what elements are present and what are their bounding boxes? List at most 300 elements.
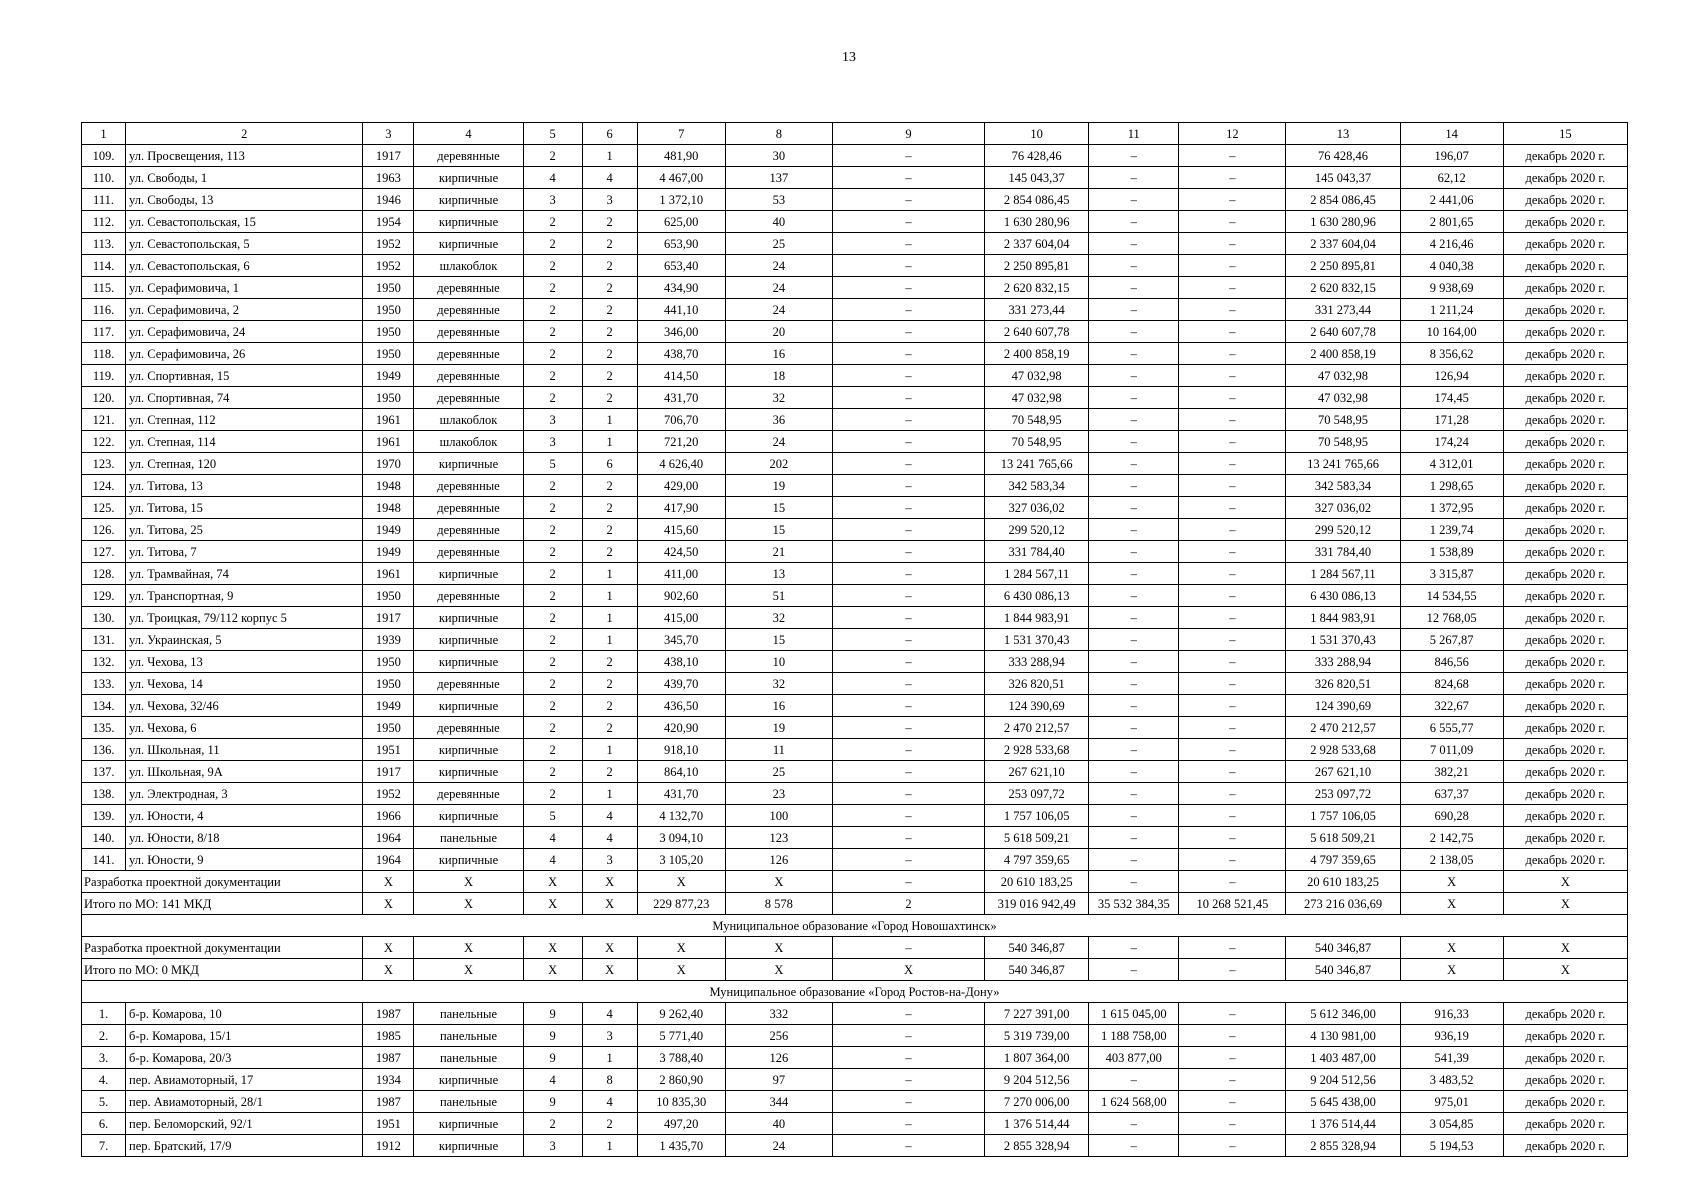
- table-cell: 1917: [363, 145, 414, 167]
- table-cell: 415,00: [637, 607, 725, 629]
- address-cell: ул. Транспортная, 9: [126, 585, 363, 607]
- table-cell: 97: [725, 1069, 832, 1091]
- table-row: [82, 321, 1628, 343]
- table-cell: –: [1089, 145, 1179, 167]
- table-cell: деревянные: [414, 277, 523, 299]
- table-cell: 1 188 758,00: [1089, 1025, 1179, 1047]
- table-cell: 174,45: [1400, 387, 1503, 409]
- table-cell: 2: [582, 233, 637, 255]
- table-cell: 15: [725, 629, 832, 651]
- table-cell: 2 400 858,19: [985, 343, 1089, 365]
- table-cell: 126: [725, 849, 832, 871]
- table-cell: –: [1089, 695, 1179, 717]
- table-row: [82, 563, 1628, 585]
- table-cell: деревянные: [414, 475, 523, 497]
- table-cell: 2 250 895,81: [1286, 255, 1400, 277]
- table-cell: 70 548,95: [1286, 409, 1400, 431]
- table-cell: 342 583,34: [985, 475, 1089, 497]
- table-cell: –: [1179, 805, 1286, 827]
- table-cell: 4 040,38: [1400, 255, 1503, 277]
- table-cell: X: [637, 937, 725, 959]
- table-cell: 2: [582, 387, 637, 409]
- table-cell: –: [1179, 255, 1286, 277]
- table-cell: X: [582, 871, 637, 893]
- table-cell: 15: [725, 497, 832, 519]
- table-cell: –: [832, 497, 984, 519]
- table-cell: –: [1179, 475, 1286, 497]
- table-cell: –: [1179, 277, 1286, 299]
- table-cell: 5 618 509,21: [985, 827, 1089, 849]
- table-cell: 253 097,72: [1286, 783, 1400, 805]
- table-cell: декабрь 2020 г.: [1503, 541, 1627, 563]
- address-cell: ул. Школьная, 11: [126, 739, 363, 761]
- table-row: [82, 1091, 1628, 1113]
- table-cell: 1950: [363, 299, 414, 321]
- table-cell: 1 435,70: [637, 1135, 725, 1157]
- address-cell: пер. Беломорский, 92/1: [126, 1113, 363, 1135]
- table-cell: 121.: [82, 409, 126, 431]
- table-cell: 145 043,37: [985, 167, 1089, 189]
- table-cell: 110.: [82, 167, 126, 189]
- table-cell: 1946: [363, 189, 414, 211]
- address-cell: ул. Просвещения, 113: [126, 145, 363, 167]
- table-cell: декабрь 2020 г.: [1503, 585, 1627, 607]
- table-cell: –: [832, 1113, 984, 1135]
- address-cell: ул. Свободы, 13: [126, 189, 363, 211]
- table-cell: шлакоблок: [414, 431, 523, 453]
- table-cell: 70 548,95: [985, 431, 1089, 453]
- table-cell: –: [1179, 299, 1286, 321]
- table-cell: X: [582, 893, 637, 915]
- address-cell: ул. Чехова, 32/46: [126, 695, 363, 717]
- table-cell: 1954: [363, 211, 414, 233]
- table-cell: 2: [582, 1113, 637, 1135]
- table-cell: X: [832, 959, 984, 981]
- table-cell: 344: [725, 1091, 832, 1113]
- table-row: [82, 1113, 1628, 1135]
- table-cell: –: [1179, 1091, 1286, 1113]
- table-cell: декабрь 2020 г.: [1503, 519, 1627, 541]
- table-cell: 2 620 832,15: [1286, 277, 1400, 299]
- table-cell: 4: [582, 1091, 637, 1113]
- table-cell: 438,70: [637, 343, 725, 365]
- table-cell: кирпичные: [414, 211, 523, 233]
- table-cell: кирпичные: [414, 453, 523, 475]
- table-cell: 32: [725, 387, 832, 409]
- table-cell: 2 470 212,57: [985, 717, 1089, 739]
- table-cell: X: [363, 959, 414, 981]
- table-cell: 76 428,46: [1286, 145, 1400, 167]
- table-cell: 134.: [82, 695, 126, 717]
- table-cell: 117.: [82, 321, 126, 343]
- table-cell: 4 797 359,65: [985, 849, 1089, 871]
- table-cell: 1985: [363, 1025, 414, 1047]
- table-row: [82, 409, 1628, 431]
- table-cell: декабрь 2020 г.: [1503, 321, 1627, 343]
- table-cell: 540 346,87: [1286, 959, 1400, 981]
- table-cell: X: [582, 959, 637, 981]
- summary-label: Итого по МО: 141 МКД: [82, 893, 363, 915]
- table-cell: 36: [725, 409, 832, 431]
- address-cell: ул. Титова, 13: [126, 475, 363, 497]
- table-cell: 441,10: [637, 299, 725, 321]
- table-cell: 1950: [363, 343, 414, 365]
- address-cell: б-р. Комарова, 15/1: [126, 1025, 363, 1047]
- table-cell: 690,28: [1400, 805, 1503, 827]
- table-cell: декабрь 2020 г.: [1503, 409, 1627, 431]
- table-cell: –: [1179, 145, 1286, 167]
- table-cell: шлакоблок: [414, 255, 523, 277]
- table-cell: 109.: [82, 145, 126, 167]
- address-cell: пер. Авиамоторный, 28/1: [126, 1091, 363, 1113]
- table-cell: 5 194,53: [1400, 1135, 1503, 1157]
- table-cell: 653,40: [637, 255, 725, 277]
- table-cell: 4 467,00: [637, 167, 725, 189]
- address-cell: ул. Серафимовича, 2: [126, 299, 363, 321]
- table-cell: –: [832, 717, 984, 739]
- table-cell: 120.: [82, 387, 126, 409]
- table-cell: 6 555,77: [1400, 717, 1503, 739]
- table-cell: 918,10: [637, 739, 725, 761]
- table-cell: 1 376 514,44: [985, 1113, 1089, 1135]
- table-cell: 4: [582, 167, 637, 189]
- table-row: [82, 233, 1628, 255]
- column-number-1: 1: [82, 123, 126, 145]
- table-cell: 1 298,65: [1400, 475, 1503, 497]
- table-header-row: [82, 123, 1628, 145]
- table-cell: X: [1503, 959, 1627, 981]
- table-cell: X: [1400, 959, 1503, 981]
- table-cell: декабрь 2020 г.: [1503, 849, 1627, 871]
- table-cell: панельные: [414, 1025, 523, 1047]
- table-cell: 1950: [363, 277, 414, 299]
- table-cell: 2: [582, 321, 637, 343]
- table-cell: 1949: [363, 519, 414, 541]
- address-cell: ул. Юности, 4: [126, 805, 363, 827]
- table-cell: –: [1179, 937, 1286, 959]
- table-cell: 14 534,55: [1400, 585, 1503, 607]
- table-cell: 322,67: [1400, 695, 1503, 717]
- table-cell: –: [832, 1091, 984, 1113]
- table-row: [82, 629, 1628, 651]
- column-number-10: 10: [985, 123, 1089, 145]
- table-cell: кирпичные: [414, 849, 523, 871]
- table-cell: декабрь 2020 г.: [1503, 343, 1627, 365]
- table-cell: 7 011,09: [1400, 739, 1503, 761]
- table-cell: 2 337 604,04: [985, 233, 1089, 255]
- table-cell: 70 548,95: [985, 409, 1089, 431]
- table-cell: 2 640 607,78: [1286, 321, 1400, 343]
- table-cell: 2: [523, 233, 582, 255]
- table-cell: X: [523, 893, 582, 915]
- table-cell: 3 105,20: [637, 849, 725, 871]
- table-cell: –: [832, 167, 984, 189]
- table-cell: 116.: [82, 299, 126, 321]
- address-cell: ул. Севастопольская, 6: [126, 255, 363, 277]
- table-cell: декабрь 2020 г.: [1503, 145, 1627, 167]
- column-number-15: 15: [1503, 123, 1627, 145]
- table-cell: –: [832, 519, 984, 541]
- table-cell: 1952: [363, 255, 414, 277]
- table-cell: декабрь 2020 г.: [1503, 1069, 1627, 1091]
- column-number-7: 7: [637, 123, 725, 145]
- table-cell: 1: [582, 145, 637, 167]
- table-cell: кирпичные: [414, 233, 523, 255]
- table-cell: –: [832, 761, 984, 783]
- table-cell: 5.: [82, 1091, 126, 1113]
- table-cell: –: [832, 541, 984, 563]
- table-row: [82, 497, 1628, 519]
- table-cell: декабрь 2020 г.: [1503, 651, 1627, 673]
- table-cell: 540 346,87: [985, 959, 1089, 981]
- table-cell: –: [1089, 937, 1179, 959]
- table-cell: 3: [523, 189, 582, 211]
- table-cell: 438,10: [637, 651, 725, 673]
- table-cell: декабрь 2020 г.: [1503, 211, 1627, 233]
- table-cell: 2: [523, 695, 582, 717]
- table-cell: 2: [582, 695, 637, 717]
- table-cell: 51: [725, 585, 832, 607]
- table-cell: 4 626,40: [637, 453, 725, 475]
- section-title-row: [82, 981, 1628, 1003]
- table-cell: 145 043,37: [1286, 167, 1400, 189]
- table-cell: 2: [523, 585, 582, 607]
- table-cell: 2: [582, 365, 637, 387]
- table-cell: 10 268 521,45: [1179, 893, 1286, 915]
- table-cell: X: [523, 937, 582, 959]
- table-cell: 3: [582, 1025, 637, 1047]
- table-cell: деревянные: [414, 585, 523, 607]
- table-cell: деревянные: [414, 519, 523, 541]
- table-cell: 2: [523, 497, 582, 519]
- table-cell: –: [1179, 739, 1286, 761]
- table-cell: 1939: [363, 629, 414, 651]
- column-number-13: 13: [1286, 123, 1400, 145]
- table-cell: 540 346,87: [985, 937, 1089, 959]
- table-cell: 916,33: [1400, 1003, 1503, 1025]
- table-cell: 16: [725, 695, 832, 717]
- table-cell: 1: [582, 431, 637, 453]
- table-cell: 123.: [82, 453, 126, 475]
- table-cell: 403 877,00: [1089, 1047, 1179, 1069]
- table-cell: 12 768,05: [1400, 607, 1503, 629]
- table-cell: 2 854 086,45: [1286, 189, 1400, 211]
- table-cell: –: [832, 255, 984, 277]
- table-cell: 1: [582, 585, 637, 607]
- table-cell: 1950: [363, 321, 414, 343]
- table-cell: 3 788,40: [637, 1047, 725, 1069]
- summary-row: [82, 959, 1628, 981]
- table-cell: –: [1179, 453, 1286, 475]
- table-cell: 1934: [363, 1069, 414, 1091]
- table-cell: –: [832, 321, 984, 343]
- table-cell: X: [414, 959, 523, 981]
- table-cell: 975,01: [1400, 1091, 1503, 1113]
- table-cell: –: [832, 673, 984, 695]
- column-number-3: 3: [363, 123, 414, 145]
- table-cell: 1964: [363, 849, 414, 871]
- table-cell: 267 621,10: [985, 761, 1089, 783]
- table-cell: X: [582, 937, 637, 959]
- column-number-6: 6: [582, 123, 637, 145]
- address-cell: ул. Севастопольская, 5: [126, 233, 363, 255]
- table-cell: 4: [582, 827, 637, 849]
- table-cell: 7 270 006,00: [985, 1091, 1089, 1113]
- table-cell: декабрь 2020 г.: [1503, 299, 1627, 321]
- table-cell: 1987: [363, 1003, 414, 1025]
- table-cell: 2: [523, 299, 582, 321]
- table-cell: 126.: [82, 519, 126, 541]
- table-cell: X: [637, 871, 725, 893]
- table-cell: 9 204 512,56: [1286, 1069, 1400, 1091]
- table-cell: 346,00: [637, 321, 725, 343]
- table-cell: 13 241 765,66: [985, 453, 1089, 475]
- table-cell: 1912: [363, 1135, 414, 1157]
- summary-label: Итого по МО: 0 МКД: [82, 959, 363, 981]
- table-cell: 431,70: [637, 387, 725, 409]
- table-cell: X: [414, 871, 523, 893]
- table-cell: 20 610 183,25: [985, 871, 1089, 893]
- table-cell: 2: [523, 321, 582, 343]
- table-cell: декабрь 2020 г.: [1503, 1135, 1627, 1157]
- table-cell: 1: [582, 1047, 637, 1069]
- table-cell: 133.: [82, 673, 126, 695]
- table-cell: декабрь 2020 г.: [1503, 695, 1627, 717]
- address-cell: ул. Спортивная, 15: [126, 365, 363, 387]
- table-cell: 721,20: [637, 431, 725, 453]
- table-cell: 327 036,02: [1286, 497, 1400, 519]
- table-cell: 2: [582, 541, 637, 563]
- table-cell: 1 531 370,43: [985, 629, 1089, 651]
- table-cell: 3 483,52: [1400, 1069, 1503, 1091]
- table-cell: 19: [725, 717, 832, 739]
- table-cell: –: [1089, 651, 1179, 673]
- address-cell: ул. Степная, 112: [126, 409, 363, 431]
- table-cell: X: [414, 937, 523, 959]
- table-cell: декабрь 2020 г.: [1503, 717, 1627, 739]
- table-cell: X: [363, 937, 414, 959]
- table-cell: 115.: [82, 277, 126, 299]
- table-cell: 1961: [363, 409, 414, 431]
- table-cell: 2: [523, 475, 582, 497]
- table-cell: 1917: [363, 607, 414, 629]
- address-cell: пер. Братский, 17/9: [126, 1135, 363, 1157]
- table-cell: 2: [582, 475, 637, 497]
- table-row: [82, 651, 1628, 673]
- table-cell: 1: [582, 607, 637, 629]
- table-cell: 1 538,89: [1400, 541, 1503, 563]
- table-cell: 4 797 359,65: [1286, 849, 1400, 871]
- table-cell: –: [1089, 299, 1179, 321]
- table-cell: –: [1179, 761, 1286, 783]
- table-cell: X: [725, 871, 832, 893]
- table-row: [82, 607, 1628, 629]
- table-cell: –: [832, 145, 984, 167]
- table-cell: 1: [582, 629, 637, 651]
- table-cell: –: [1179, 409, 1286, 431]
- table-cell: 1961: [363, 563, 414, 585]
- table-cell: 24: [725, 277, 832, 299]
- table-cell: –: [832, 651, 984, 673]
- table-cell: X: [1503, 871, 1627, 893]
- table-cell: 2: [523, 607, 582, 629]
- table-cell: –: [1179, 365, 1286, 387]
- table-cell: –: [832, 827, 984, 849]
- table-cell: 229 877,23: [637, 893, 725, 915]
- table-cell: 3: [523, 1135, 582, 1157]
- table-row: [82, 475, 1628, 497]
- table-cell: 7.: [82, 1135, 126, 1157]
- table-cell: 2 250 895,81: [985, 255, 1089, 277]
- table-cell: 25: [725, 761, 832, 783]
- table-cell: 331 784,40: [1286, 541, 1400, 563]
- table-row: [82, 783, 1628, 805]
- table-cell: 256: [725, 1025, 832, 1047]
- table-cell: декабрь 2020 г.: [1503, 563, 1627, 585]
- table-cell: 429,00: [637, 475, 725, 497]
- table-cell: –: [1089, 255, 1179, 277]
- table-cell: 1951: [363, 1113, 414, 1135]
- table-cell: 100: [725, 805, 832, 827]
- table-cell: 5 612 346,00: [1286, 1003, 1400, 1025]
- table-cell: 171,28: [1400, 409, 1503, 431]
- table-cell: 1952: [363, 783, 414, 805]
- table-cell: декабрь 2020 г.: [1503, 431, 1627, 453]
- table-cell: 32: [725, 607, 832, 629]
- table-cell: 118.: [82, 343, 126, 365]
- table-cell: 253 097,72: [985, 783, 1089, 805]
- table-cell: 32: [725, 673, 832, 695]
- summary-row: [82, 871, 1628, 893]
- table-cell: декабрь 2020 г.: [1503, 277, 1627, 299]
- column-number-12: 12: [1179, 123, 1286, 145]
- table-cell: 411,00: [637, 563, 725, 585]
- table-cell: декабрь 2020 г.: [1503, 1047, 1627, 1069]
- table-cell: 439,70: [637, 673, 725, 695]
- table-cell: –: [1089, 453, 1179, 475]
- table-cell: 434,90: [637, 277, 725, 299]
- table-cell: X: [414, 893, 523, 915]
- table-cell: декабрь 2020 г.: [1503, 255, 1627, 277]
- table-cell: 1950: [363, 387, 414, 409]
- table-cell: 40: [725, 1113, 832, 1135]
- table-cell: 124 390,69: [1286, 695, 1400, 717]
- table-cell: 1: [582, 783, 637, 805]
- table-cell: –: [1179, 629, 1286, 651]
- table-cell: 5: [523, 805, 582, 827]
- table-cell: 1: [582, 563, 637, 585]
- table-cell: –: [832, 299, 984, 321]
- table-cell: 2: [582, 255, 637, 277]
- table-cell: X: [523, 959, 582, 981]
- table-cell: декабрь 2020 г.: [1503, 629, 1627, 651]
- table-cell: 327 036,02: [985, 497, 1089, 519]
- table-cell: 1952: [363, 233, 414, 255]
- table-cell: –: [1089, 805, 1179, 827]
- table-cell: 2: [523, 255, 582, 277]
- table-cell: –: [1179, 343, 1286, 365]
- table-cell: 8 578: [725, 893, 832, 915]
- table-cell: 9 938,69: [1400, 277, 1503, 299]
- table-cell: X: [363, 871, 414, 893]
- table-cell: 4 312,01: [1400, 453, 1503, 475]
- table-cell: деревянные: [414, 145, 523, 167]
- table-cell: 137: [725, 167, 832, 189]
- table-cell: 11: [725, 739, 832, 761]
- table-cell: 5 771,40: [637, 1025, 725, 1047]
- table-row: [82, 453, 1628, 475]
- table-cell: 119.: [82, 365, 126, 387]
